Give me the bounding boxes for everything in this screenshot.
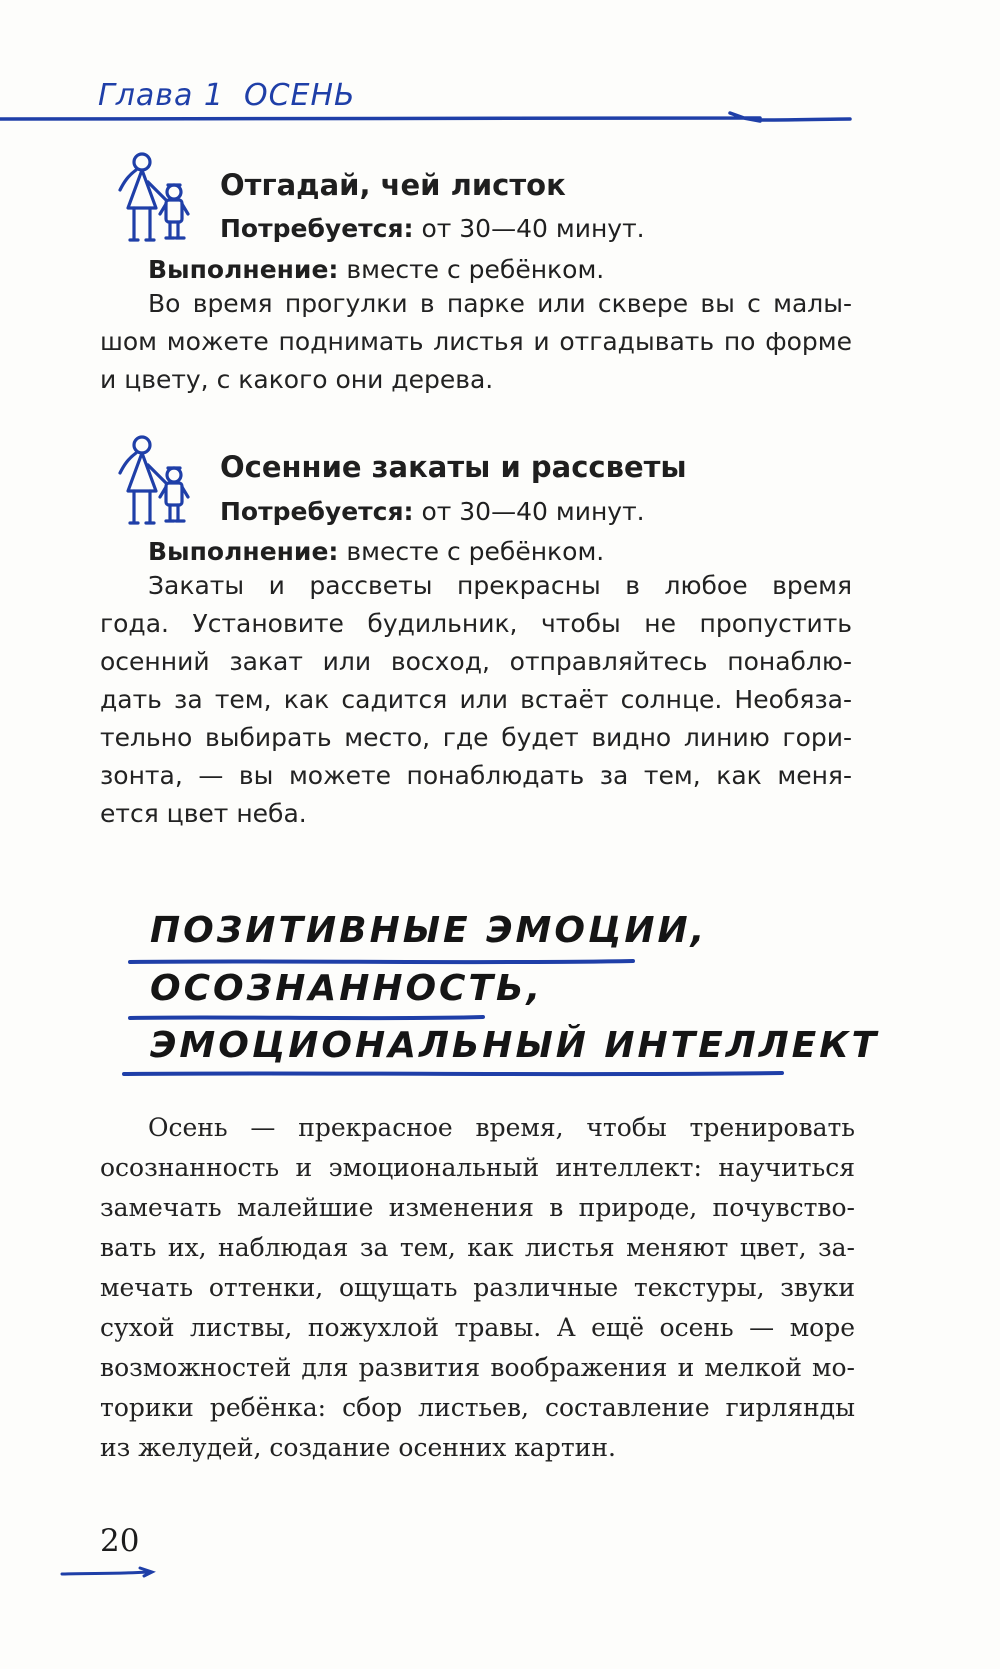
paragraph-line: дать за тем, как садится или встаёт солнце. Необяза-: [100, 685, 852, 714]
page-number: 20: [100, 1523, 140, 1559]
execution-label: Выполнение:: [148, 255, 339, 284]
header-rule: [0, 108, 1000, 128]
paragraph-line: осознанность и эмоциональный интеллект: научиться: [100, 1153, 855, 1182]
section-title-underline: [122, 1070, 787, 1078]
chapter-label: Глава 1: [98, 78, 224, 113]
required-value: от 30—40 минут.: [421, 497, 645, 526]
section-body: [100, 1108, 855, 1468]
activity-1-execution: [148, 255, 604, 284]
paragraph-line: Закаты и рассветы прекрасны в любое время: [148, 571, 852, 600]
activity-2: [108, 435, 218, 535]
paragraph-line: зонта, — вы можете понаблюдать за тем, как меня-: [100, 761, 852, 790]
section-title-line-3: ЭМОЦИОНАЛЬНЫЙ ИНТЕЛЛЕКТ: [150, 1025, 880, 1066]
execution-value: вместе с ребёнком.: [346, 537, 605, 566]
required-label: Потребуется:: [220, 214, 414, 243]
paragraph-line: возможностей для развития воображения и мелкой мо-: [100, 1353, 855, 1382]
required-label: Потребуется:: [220, 497, 414, 526]
activity-2-title: Осенние закаты и рассветы: [220, 450, 687, 484]
paragraph-line: года. Установите будильник, чтобы не пропустить: [100, 609, 852, 638]
paragraph-line: вать их, наблюдая за тем, как листья меняют цвет, за-: [100, 1233, 855, 1262]
paragraph-line: ется цвет неба.: [100, 799, 307, 828]
execution-label: Выполнение:: [148, 537, 339, 566]
section-title-underline: [128, 958, 638, 966]
activity-2-required: [220, 497, 645, 526]
paragraph-line: Осень — прекрасное время, чтобы тренировать: [148, 1113, 855, 1142]
paragraph-line: Во время прогулки в парке или сквере вы с малы-: [148, 289, 852, 318]
paragraph-line: мечать оттенки, ощущать различные текстуры, звуки: [100, 1273, 855, 1302]
paragraph-line: из желудей, создание осенних картин.: [100, 1433, 616, 1462]
section-title-line-2: ОСОЗНАННОСТЬ,: [150, 968, 544, 1009]
section-title-line-1: ПОЗИТИВНЫЕ ЭМОЦИИ,: [150, 910, 708, 951]
parent-child-icon: [108, 152, 218, 248]
required-value: от 30—40 минут.: [421, 214, 645, 243]
paragraph-line: осенний закат или восход, отправляйтесь понаблю-: [100, 647, 852, 676]
activity-1-title: Отгадай, чей листок: [220, 168, 566, 202]
paragraph-line: сухой листвы, пожухлой травы. А ещё осень — море: [100, 1313, 855, 1342]
activity-1: [108, 152, 218, 252]
section-title-underline: [128, 1014, 488, 1022]
activity-1-required: [220, 214, 645, 243]
paragraph-line: тельно выбирать место, где будет видно линию гори-: [100, 723, 852, 752]
page-number-underline: [60, 1566, 160, 1580]
activity-1-description: [100, 285, 852, 399]
execution-value: вместе с ребёнком.: [346, 255, 605, 284]
paragraph-line: торики ребёнка: сбор листьев, составление гирлянды: [100, 1393, 855, 1422]
paragraph-line: и цвету, с какого они дерева.: [100, 365, 494, 394]
activity-2-description: [100, 567, 852, 833]
paragraph-line: шом можете поднимать листья и отгадывать по форме: [100, 327, 852, 356]
paragraph-line: замечать малейшие изменения в природе, почувство-: [100, 1193, 855, 1222]
activity-2-execution: [148, 537, 604, 566]
chapter-section-label: ОСЕНЬ: [243, 78, 356, 113]
parent-child-icon: [108, 435, 218, 531]
